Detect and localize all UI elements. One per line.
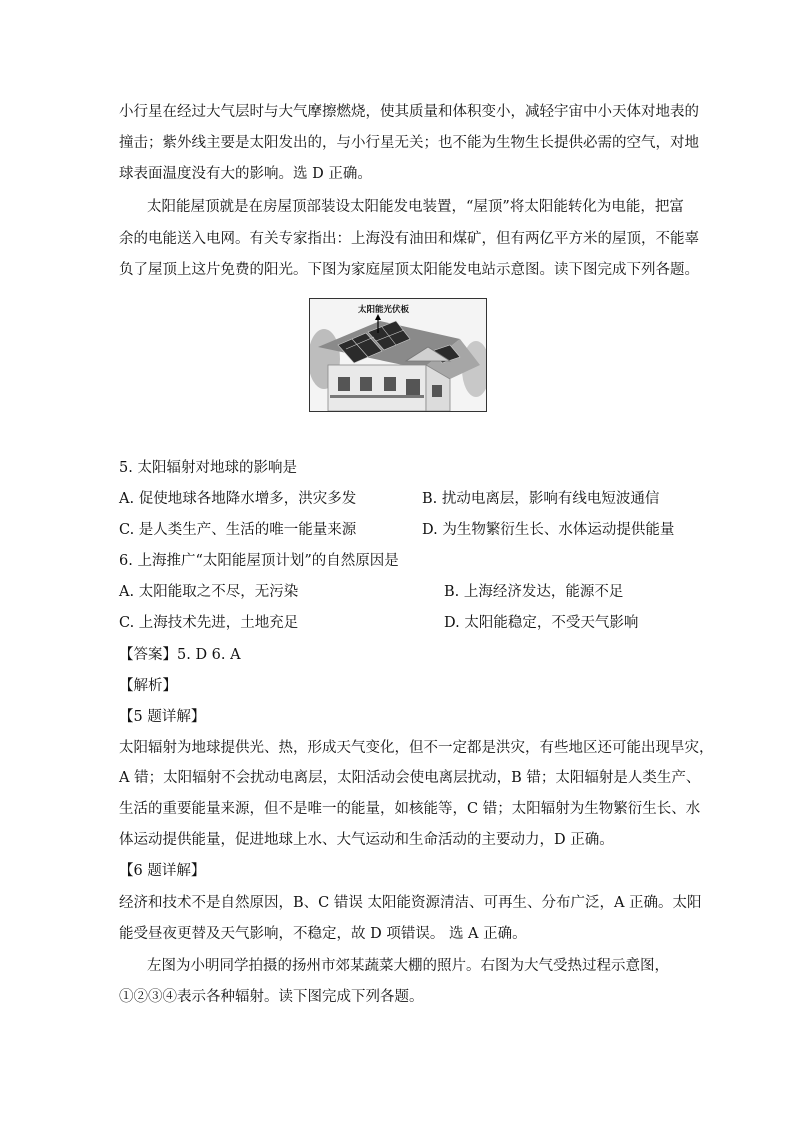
question-stem: 5. 太阳辐射对地球的影响是	[119, 460, 297, 476]
detail-6-heading: 【6 题详解】	[119, 863, 206, 879]
explanation-line: 经济和技术不是自然原因，B、C 错误 太阳能资源清洁、可再生、分布广泛，A 正确。太阳	[119, 895, 702, 911]
paragraph-line: 太阳能屋顶就是在房屋顶部装设太阳能发电装置，“屋顶”将太阳能转化为电能，把富	[147, 199, 684, 215]
option-c: C. 上海技术先进，土地充足	[119, 615, 299, 631]
option-a: A. 太阳能取之不尽，无污染	[119, 584, 299, 600]
paragraph-line: ①②③④表示各种辐射。读下图完成下列各题。	[119, 989, 424, 1005]
paragraph-line: 撞击；紫外线主要是太阳发出的，与小行星无关；也不能为生物生长提供必需的空气，对地	[119, 135, 699, 151]
option-d: D. 太阳能稳定，不受天气影响	[444, 615, 639, 631]
option-c: C. 是人类生产、生活的唯一能量来源	[119, 522, 357, 538]
answer-line: 【答案】5. D 6. A	[119, 647, 241, 663]
explanation-line: 能受昼夜更替及天气影响，不稳定，故 D 项错误。 选 A 正确。	[119, 926, 527, 942]
option-b: B. 上海经济发达，能源不足	[444, 584, 624, 600]
paragraph-line: 球表面温度没有大的影响。选 D 正确。	[119, 166, 372, 182]
solar-roof-figure	[309, 298, 487, 412]
explanation-line: A 错；太阳辐射不会扰动电离层，太阳活动会使电离层扰动，B 错；太阳辐射是人类生产、	[119, 770, 701, 786]
house-illustration	[310, 299, 486, 411]
analysis-heading: 【解析】	[119, 678, 177, 694]
option-d: D. 为生物繁衍生长、水体运动提供能量	[422, 522, 675, 538]
paragraph-line: 左图为小明同学拍摄的扬州市郊某蔬菜大棚的照片。右图为大气受热过程示意图，	[147, 958, 669, 974]
explanation-line: 太阳辐射为地球提供光、热，形成天气变化，但不一定都是洪灾，有些地区还可能出现旱灾，	[119, 740, 714, 756]
question-stem: 6. 上海推广“太阳能屋顶计划”的自然原因是	[119, 553, 399, 569]
option-a: A. 促使地球各地降水增多，洪灾多发	[119, 491, 357, 507]
paragraph-line: 余的电能送入电网。有关专家指出：上海没有油田和煤矿，但有两亿平方米的屋顶，不能辜	[119, 231, 699, 247]
paragraph-line: 负了屋顶上这片免费的阳光。下图为家庭屋顶太阳能发电站示意图。读下图完成下列各题。	[119, 262, 699, 278]
detail-5-heading: 【5 题详解】	[119, 709, 206, 725]
figure-label: 太阳能光伏板	[358, 305, 410, 315]
explanation-line: 生活的重要能量来源，但不是唯一的能量，如核能等，C 错；太阳辐射为生物繁衍生长、水	[119, 801, 701, 817]
paragraph-line: 小行星在经过大气层时与大气摩擦燃烧，使其质量和体积变小，减轻宇宙中小天体对地表的	[119, 104, 699, 120]
option-b: B. 扰动电离层，影响有线电短波通信	[422, 491, 660, 507]
explanation-line: 体运动提供能量，促进地球上水、大气运动和生命活动的主要动力，D 正确。	[119, 832, 614, 848]
